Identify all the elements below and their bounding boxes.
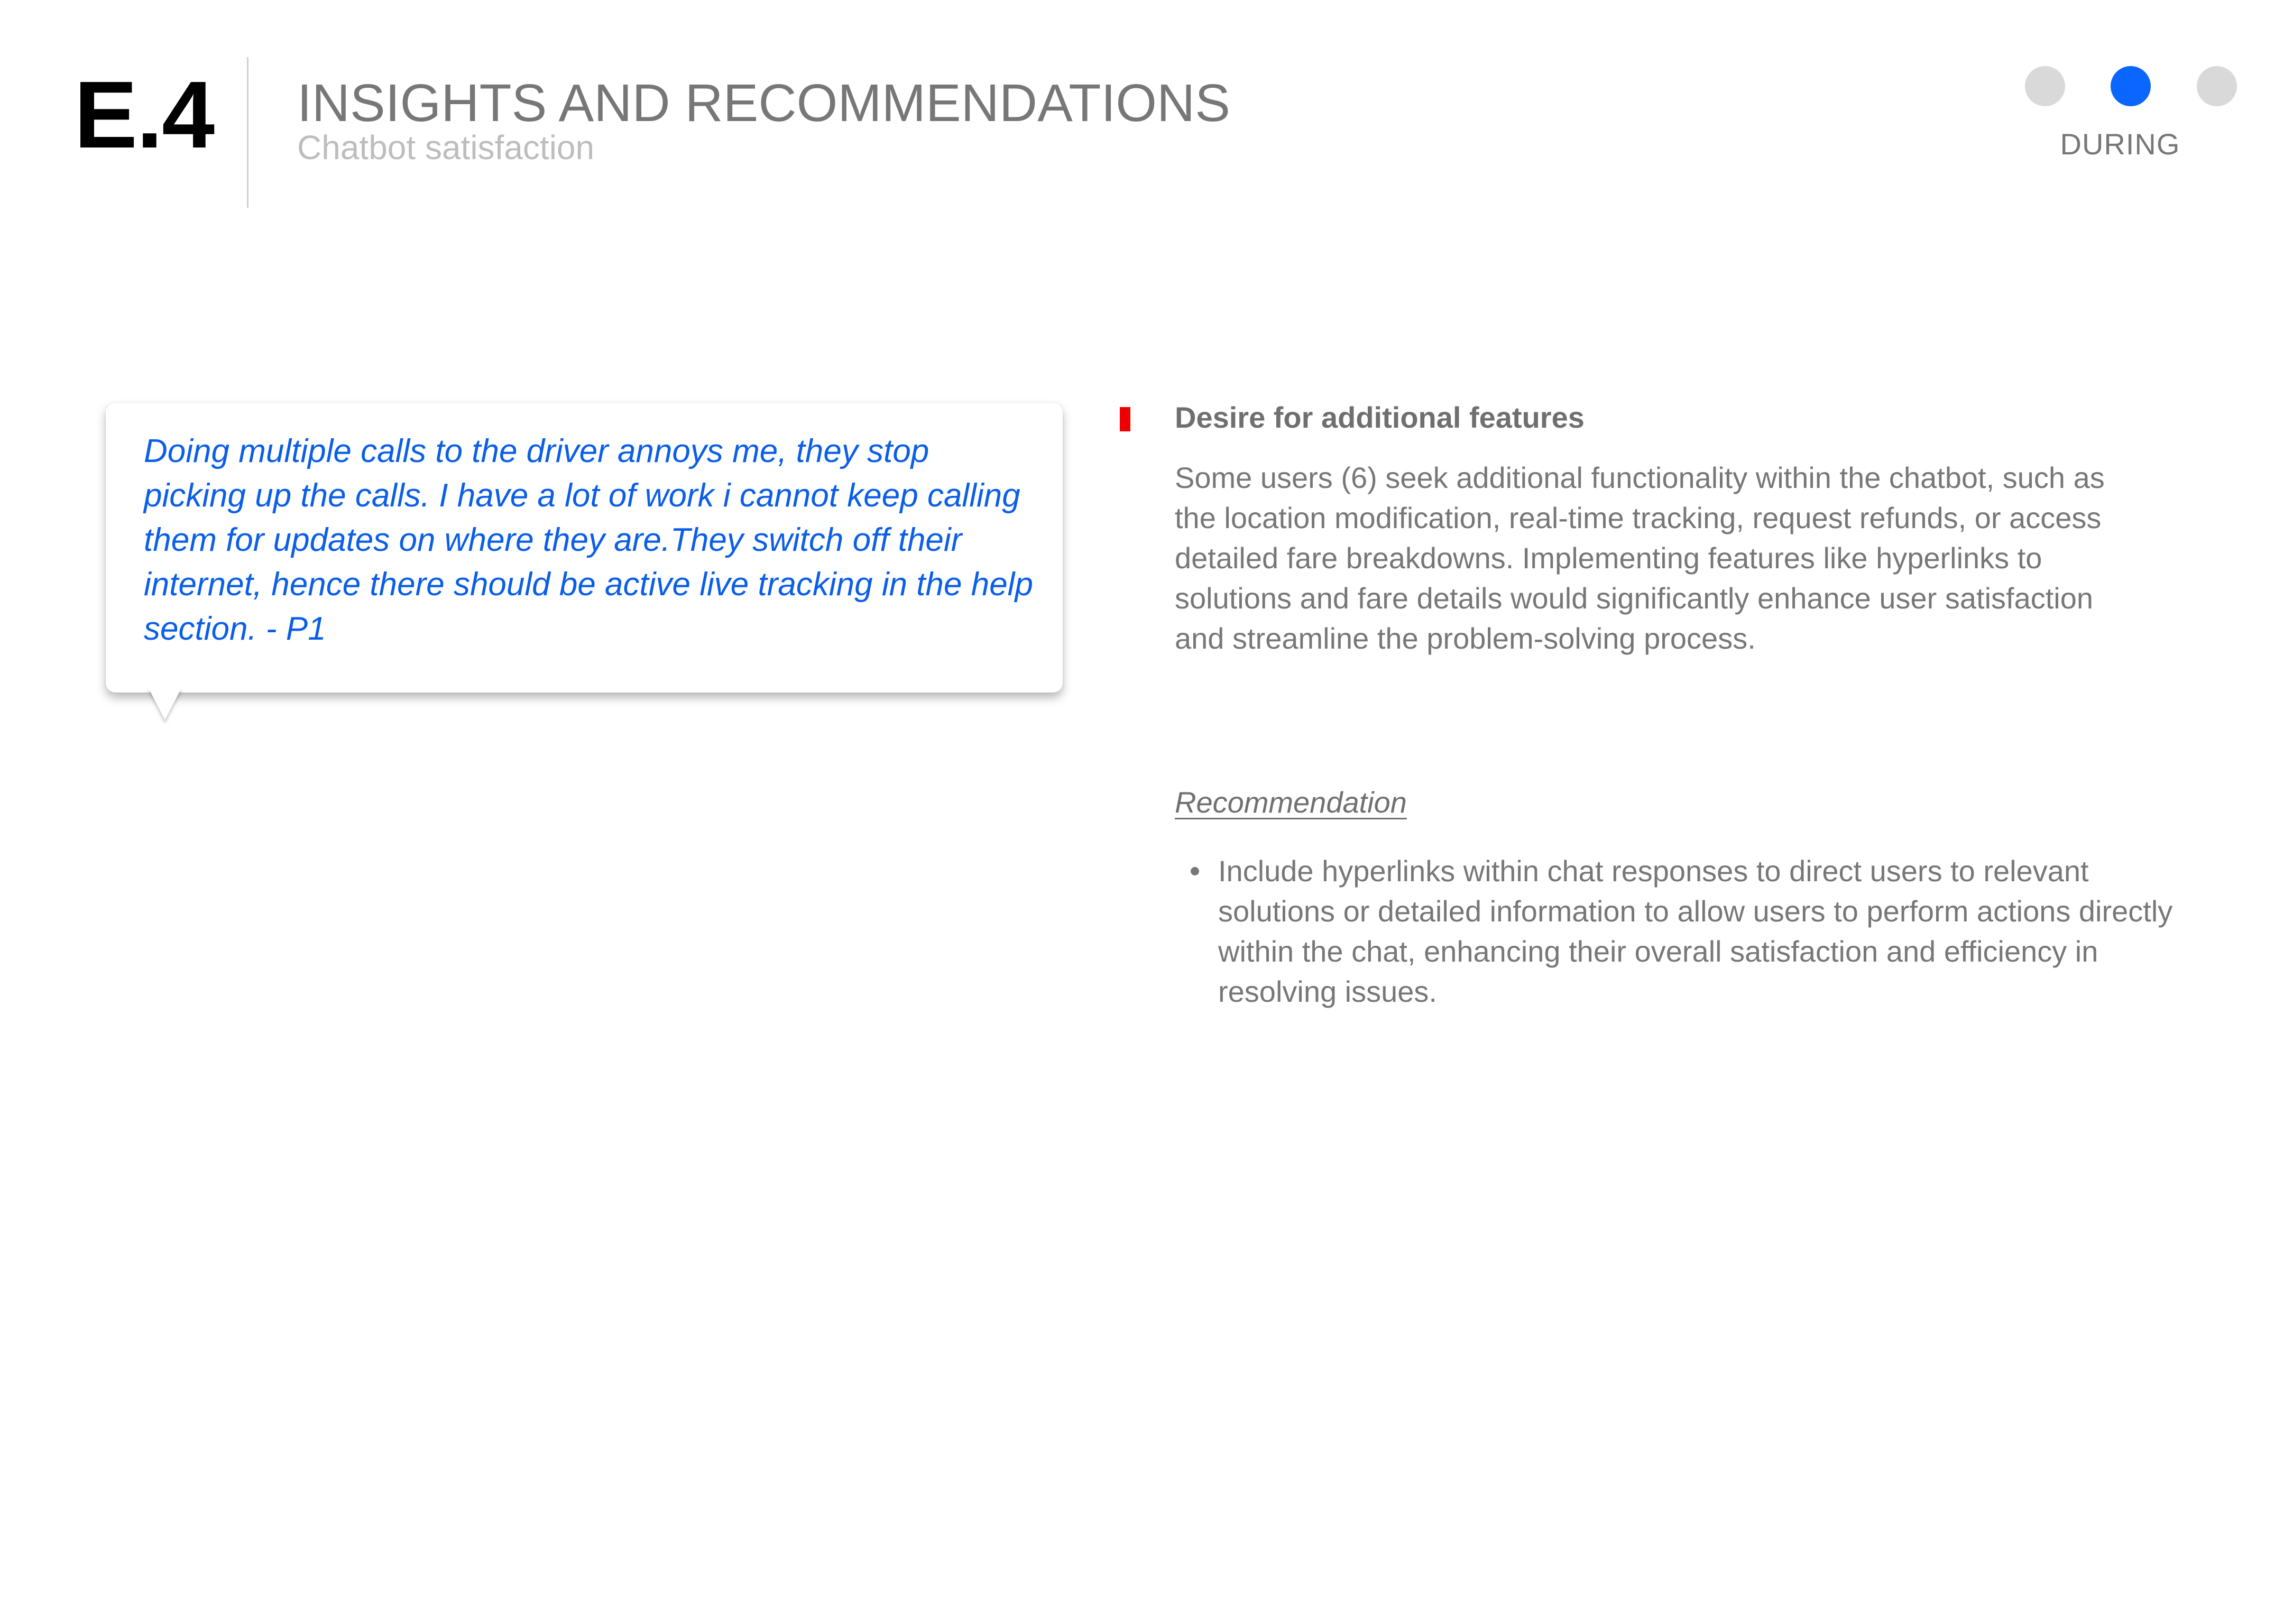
stage-dot-during <box>2111 66 2151 106</box>
recommendation-list <box>1175 851 2196 1012</box>
insight-body: Some users (6) seek additional functionality within the chatbot, such as the location modification, real-time tracking, request refunds, or access detailed fare breakdowns. Implementing features like hyperlinks to solutions and fare details would significantly enhance user satisfaction and streamline the problem-solving process. <box>1175 461 2105 655</box>
stage-dot-before <box>2025 66 2065 106</box>
stage-indicator <box>2025 66 2242 108</box>
insight-marker <box>1120 407 1130 431</box>
quote-bubble <box>106 403 1063 693</box>
quote-bubble-tail <box>148 687 182 720</box>
stage-label: DURING <box>2060 127 2180 161</box>
bullet-icon <box>1191 867 1199 875</box>
header-divider <box>247 57 248 208</box>
insight-heading: Desire for additional features <box>1175 401 1585 434</box>
slide-id: E.4 <box>74 62 214 168</box>
recommendation-item <box>1218 851 2196 1012</box>
stage-dot-after <box>2197 66 2237 106</box>
page-title: INSIGHTS AND RECOMMENDATIONS <box>297 73 1230 133</box>
page-subtitle: Chatbot satisfaction <box>297 128 595 167</box>
recommendation-heading: Recommendation <box>1175 786 1407 819</box>
participant-quote: Doing multiple calls to the driver annoys me, they stop picking up the calls. I have a lot of work i cannot keep calling them for updates on where they are.They switch off their internet, hence there should be active live tracking in the help section. - P1 <box>144 433 1033 647</box>
recommendation-item-text: Include hyperlinks within chat responses to direct users to relevant solutions or detailed information to allow users to perform actions directly within the chat, enhancing their overall satisfaction and efficiency in resolving issues. <box>1218 854 2173 1008</box>
